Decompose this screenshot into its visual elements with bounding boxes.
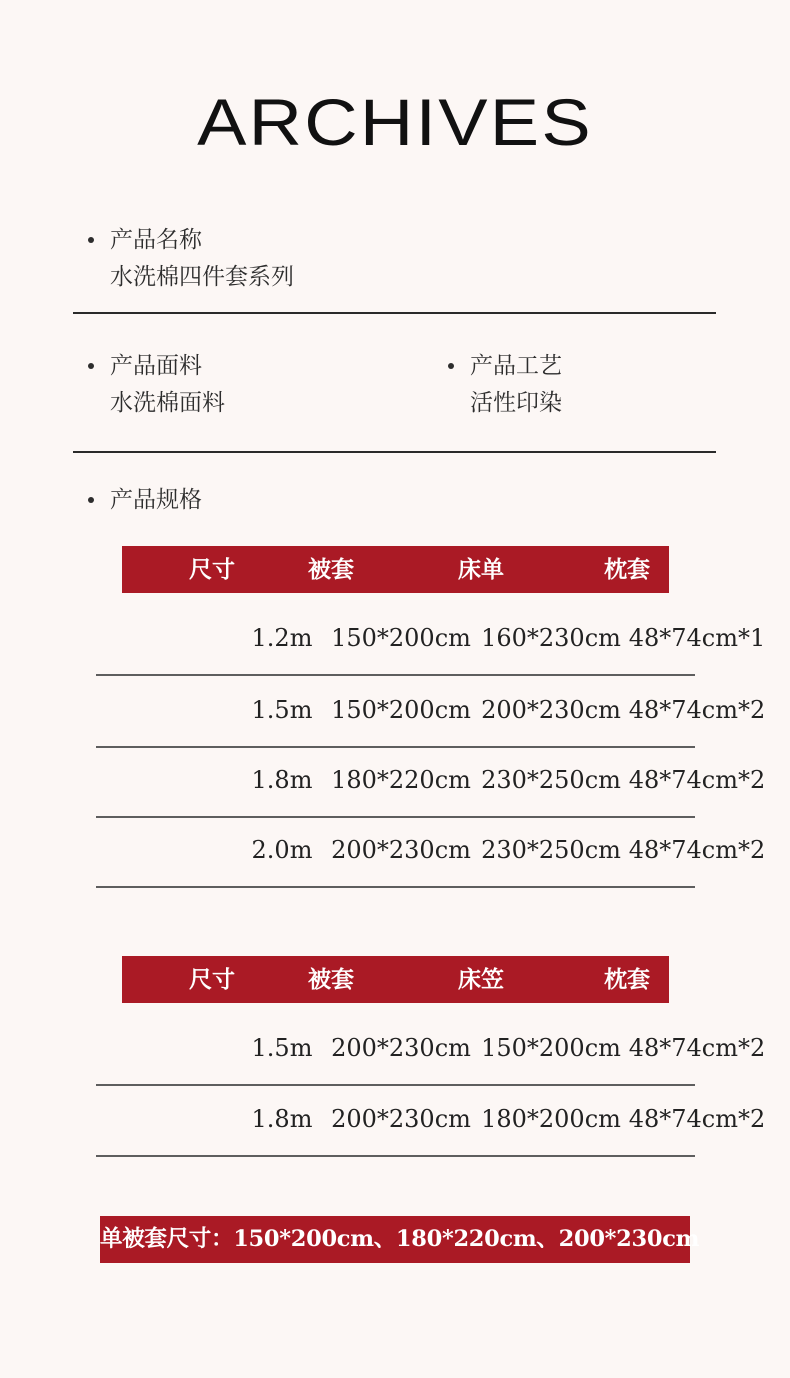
table2-header <box>122 956 669 1003</box>
table2-header-duvet: 被套 <box>308 966 354 993</box>
table-cell: 1.5m <box>251 696 313 724</box>
craft-label: 产品工艺 <box>470 353 562 379</box>
page-title: ARCHIVES <box>197 85 593 159</box>
table1-header <box>122 546 669 593</box>
table-cell: 48*74cm*2 <box>628 766 766 794</box>
table-cell: 230*250cm <box>481 836 621 864</box>
divider <box>73 312 716 314</box>
table-cell: 150*200cm <box>481 1034 621 1062</box>
craft-value: 活性印染 <box>470 390 562 416</box>
table-cell: 1.8m <box>251 766 313 794</box>
table2-header-pillow: 枕套 <box>604 966 650 993</box>
table-cell: 160*230cm <box>481 624 621 652</box>
table2-header-fitted-sheet: 床笠 <box>458 966 504 993</box>
bullet-icon <box>88 237 94 243</box>
craft-field <box>470 348 562 422</box>
table1-header-size: 尺寸 <box>189 556 235 583</box>
fabric-value: 水洗棉面料 <box>110 390 225 416</box>
divider <box>73 451 716 453</box>
table-cell: 1.2m <box>251 624 313 652</box>
fabric-field <box>110 348 225 422</box>
bullet-icon <box>88 497 94 503</box>
bullet-icon <box>448 363 454 369</box>
table-cell: 200*230cm <box>331 1105 471 1133</box>
table-row <box>96 1014 766 1086</box>
table-cell: 200*230cm <box>481 696 621 724</box>
product-name-value: 水洗棉四件套系列 <box>110 264 294 290</box>
table-cell: 150*200cm <box>331 624 471 652</box>
table1-header-duvet: 被套 <box>308 556 354 583</box>
bullet-icon <box>88 363 94 369</box>
table-cell: 200*230cm <box>331 1034 471 1062</box>
table-row <box>96 746 766 818</box>
table-cell: 2.0m <box>251 836 313 864</box>
product-name-field <box>110 222 294 296</box>
table-row <box>96 604 766 676</box>
fabric-label: 产品面料 <box>110 353 202 379</box>
table-cell: 200*230cm <box>331 836 471 864</box>
table-cell: 180*200cm <box>481 1105 621 1133</box>
spec-label: 产品规格 <box>110 487 202 513</box>
table-row <box>96 1085 766 1157</box>
table-cell: 1.5m <box>251 1034 313 1062</box>
table1-header-pillow: 枕套 <box>604 556 650 583</box>
table-cell: 48*74cm*2 <box>628 1034 766 1062</box>
product-name-label: 产品名称 <box>110 227 202 253</box>
table-cell: 48*74cm*2 <box>628 836 766 864</box>
table-cell: 1.8m <box>251 1105 313 1133</box>
table-cell: 48*74cm*2 <box>628 696 766 724</box>
table-row <box>96 676 766 748</box>
table-cell: 48*74cm*1 <box>628 624 766 652</box>
table-cell: 48*74cm*2 <box>628 1105 766 1133</box>
table1-header-sheet: 床单 <box>458 556 504 583</box>
table-cell: 230*250cm <box>481 766 621 794</box>
table-row <box>96 816 766 888</box>
single-duvet-size-note: 单被套尺寸：150*200cm、180*220cm、200*230cm <box>100 1216 690 1263</box>
spec-field <box>110 482 202 519</box>
table2-header-size: 尺寸 <box>189 966 235 993</box>
table-cell: 180*220cm <box>331 766 471 794</box>
table-cell: 150*200cm <box>331 696 471 724</box>
